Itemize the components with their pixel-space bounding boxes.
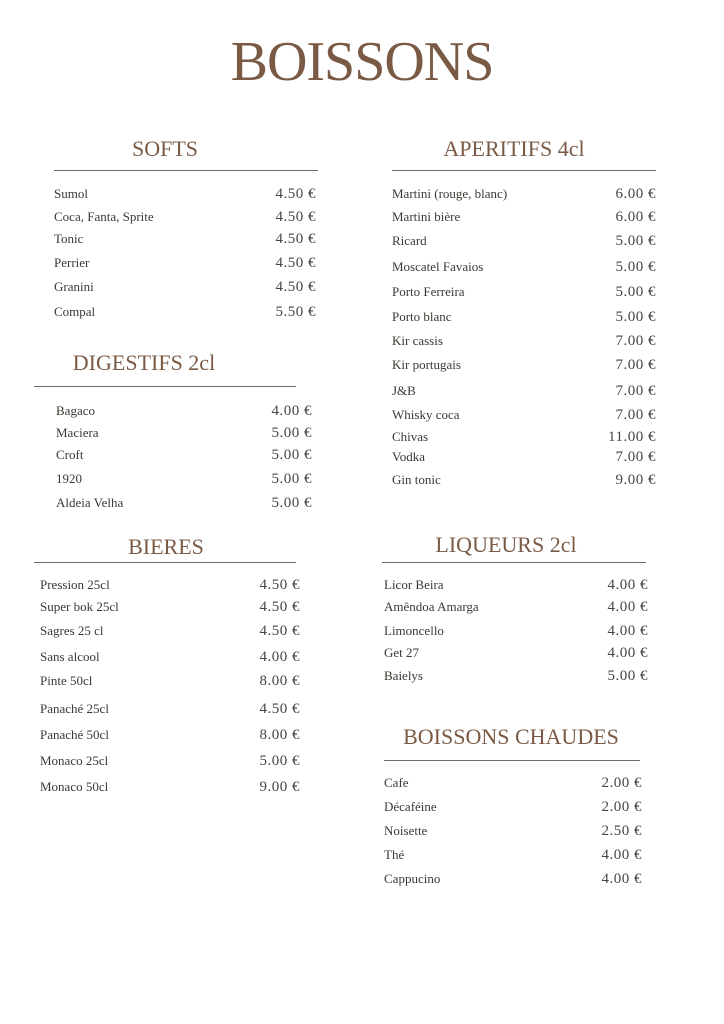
menu-item-row (384, 574, 648, 596)
menu-item-row (40, 750, 300, 772)
aperitifs-title: APERITIFS 4cl (443, 136, 585, 161)
page-title: BOISSONS (230, 31, 494, 93)
menu-item-row (384, 596, 648, 618)
menu-item-price: 7.00 € (615, 333, 656, 349)
menu-item-price: 6.00 € (615, 186, 656, 202)
menu-item-name: Monaco 50cl (40, 779, 109, 794)
menu-item-row (384, 620, 648, 642)
menu-item-row (40, 776, 300, 798)
menu-item-name: Whisky coca (392, 407, 460, 422)
menu-item-name: Kir portugais (392, 357, 461, 372)
softs-title: SOFTS (131, 136, 199, 161)
menu-item-price: 4.00 € (601, 871, 642, 887)
menu-item-row (40, 574, 300, 596)
menu-item-price: 7.00 € (615, 449, 656, 465)
menu-item-row (392, 206, 656, 228)
menu-item-name: Décaféine (384, 799, 437, 814)
menu-item-price: 4.50 € (259, 599, 300, 615)
menu-item-price: 5.00 € (271, 495, 312, 511)
menu-item-name: Vodka (392, 449, 425, 464)
menu-item-row (384, 868, 642, 890)
menu-item-name: Pinte 50cl (40, 673, 93, 688)
menu-item-price: 8.00 € (259, 727, 300, 743)
menu-item-row (392, 354, 656, 376)
liqueurs-divider (382, 562, 646, 563)
menu-item-name: Ricard (392, 233, 427, 248)
menu-item-name: Super bok 25cl (40, 599, 119, 614)
menu-item-name: Panaché 50cl (40, 727, 109, 742)
menu-item-name: Aldeia Velha (56, 495, 124, 510)
menu-item-price: 4.00 € (607, 623, 648, 639)
menu-item-name: Tonic (54, 231, 84, 246)
menu-item-price: 5.00 € (615, 309, 656, 325)
menu-item-name: Thé (384, 847, 405, 862)
menu-item-name: Limoncello (384, 623, 444, 638)
menu-item-price: 5.00 € (615, 233, 656, 249)
menu-item-name: Cafe (384, 775, 409, 790)
menu-item-row (56, 422, 312, 444)
menu-item-price: 4.00 € (601, 847, 642, 863)
menu-item-name: Croft (56, 447, 84, 462)
menu-item-price: 4.50 € (259, 577, 300, 593)
menu-item-price: 5.00 € (615, 284, 656, 300)
menu-item-name: Gin tonic (392, 472, 441, 487)
menu-item-row (56, 468, 312, 490)
menu-item-row (56, 492, 312, 514)
menu-item-row (54, 183, 316, 205)
digestifs-title: DIGESTIFS 2cl (72, 350, 216, 375)
menu-item-name: Bagaco (56, 403, 95, 418)
menu-item-price: 7.00 € (615, 407, 656, 423)
menu-item-name: Perrier (54, 255, 90, 270)
menu-item-name: Chivas (392, 429, 429, 444)
menu-item-price: 5.00 € (271, 447, 312, 463)
menu-item-name: Martini (rouge, blanc) (392, 186, 508, 201)
menu-item-price: 5.00 € (271, 471, 312, 487)
menu-item-row (40, 698, 300, 720)
menu-item-row (392, 426, 656, 448)
menu-item-price: 5.00 € (259, 753, 300, 769)
menu-item-name: Sumol (54, 186, 88, 201)
aperitifs-section (392, 136, 656, 488)
liqueurs-section (384, 532, 648, 684)
menu-item-price: 4.50 € (275, 209, 316, 225)
menu-item-name: Pression 25cl (40, 577, 110, 592)
aperitifs-divider (392, 170, 656, 171)
menu-item-row (40, 596, 300, 618)
softs-section (54, 136, 316, 320)
digestifs-section (56, 350, 312, 511)
menu-item-row (384, 665, 648, 687)
menu-item-price: 7.00 € (615, 383, 656, 399)
menu-item-name: Kir cassis (392, 333, 443, 348)
menu-item-row (54, 206, 316, 228)
menu-item-price: 4.00 € (607, 645, 648, 661)
menu-item-row (392, 306, 656, 328)
menu-item-name: Martini bière (392, 209, 461, 224)
menu-item-price: 5.00 € (607, 668, 648, 684)
menu-item-name: Panaché 25cl (40, 701, 109, 716)
menu-item-name: Licor Beira (384, 577, 444, 592)
menu-item-name: Coca, Fanta, Sprite (54, 209, 154, 224)
menu-item-row (54, 301, 316, 323)
menu-item-name: Granini (54, 279, 94, 294)
menu-item-name: Amêndoa Amarga (384, 599, 479, 614)
menu-item-row (56, 400, 312, 422)
menu-item-price: 9.00 € (259, 779, 300, 795)
menu-item-row (392, 446, 656, 468)
menu-item-name: Noisette (384, 823, 428, 838)
menu-item-price: 8.00 € (259, 673, 300, 689)
menu-item-row (392, 380, 656, 402)
menu-item-price: 5.50 € (275, 304, 316, 320)
menu-item-price: 4.00 € (607, 599, 648, 615)
menu-item-name: Porto blanc (392, 309, 452, 324)
menu-item-row (384, 642, 648, 664)
menu-item-name: 1920 (56, 471, 82, 486)
menu-item-row (40, 646, 300, 668)
menu-item-row (392, 281, 656, 303)
menu-item-name: Get 27 (384, 645, 420, 660)
menu-item-row (40, 724, 300, 746)
menu-item-price: 7.00 € (615, 357, 656, 373)
menu-item-price: 6.00 € (615, 209, 656, 225)
digestifs-divider (34, 386, 296, 387)
menu-item-row (392, 230, 656, 252)
menu-item-row (392, 330, 656, 352)
menu-item-price: 5.00 € (271, 425, 312, 441)
menu-item-row (384, 820, 642, 842)
menu-item-name: Maciera (56, 425, 99, 440)
menu-item-name: Compal (54, 304, 96, 319)
menu-item-row (54, 228, 316, 250)
menu-item-name: Porto Ferreira (392, 284, 465, 299)
menu-item-price: 4.50 € (275, 231, 316, 247)
bieres-section (40, 534, 300, 795)
softs-divider (54, 170, 318, 171)
menu-item-name: Monaco 25cl (40, 753, 109, 768)
chaudes-divider (384, 760, 640, 761)
menu-item-row (54, 276, 316, 298)
menu-item-row (384, 844, 642, 866)
menu-item-name: Cappucino (384, 871, 441, 886)
menu-item-price: 2.50 € (601, 823, 642, 839)
chaudes-title: BOISSONS CHAUDES (403, 724, 619, 749)
menu-item-row (40, 670, 300, 692)
menu-item-row (392, 404, 656, 426)
menu-item-price: 4.00 € (259, 649, 300, 665)
menu-item-price: 2.00 € (601, 799, 642, 815)
menu-item-price: 9.00 € (615, 472, 656, 488)
menu-item-price: 5.00 € (615, 259, 656, 275)
menu-item-name: Baielys (384, 668, 423, 683)
menu-item-price: 4.50 € (275, 279, 316, 295)
menu-item-row (384, 772, 642, 794)
menu-item-row (392, 469, 656, 491)
menu-item-name: Moscatel Favaios (392, 259, 484, 274)
menu-item-name: Sans alcool (40, 649, 100, 664)
menu-item-row (54, 252, 316, 274)
menu-item-price: 4.50 € (259, 701, 300, 717)
menu-item-price: 4.00 € (271, 403, 312, 419)
liqueurs-title: LIQUEURS 2cl (435, 532, 577, 557)
menu-item-row (40, 620, 300, 642)
menu-item-row (56, 444, 312, 466)
menu-item-row (384, 796, 642, 818)
menu-item-row (392, 256, 656, 278)
bieres-title: BIERES (128, 534, 204, 559)
chaudes-section (384, 724, 642, 887)
menu-item-name: Sagres 25 cl (40, 623, 104, 638)
menu-item-row (392, 183, 656, 205)
bieres-divider (34, 562, 296, 563)
menu-item-name: J&B (392, 383, 416, 398)
menu-item-price: 4.00 € (607, 577, 648, 593)
menu-item-price: 4.50 € (275, 186, 316, 202)
menu-item-price: 4.50 € (259, 623, 300, 639)
menu-item-price: 11.00 € (608, 429, 656, 445)
menu-item-price: 4.50 € (275, 255, 316, 271)
menu-item-price: 2.00 € (601, 775, 642, 791)
